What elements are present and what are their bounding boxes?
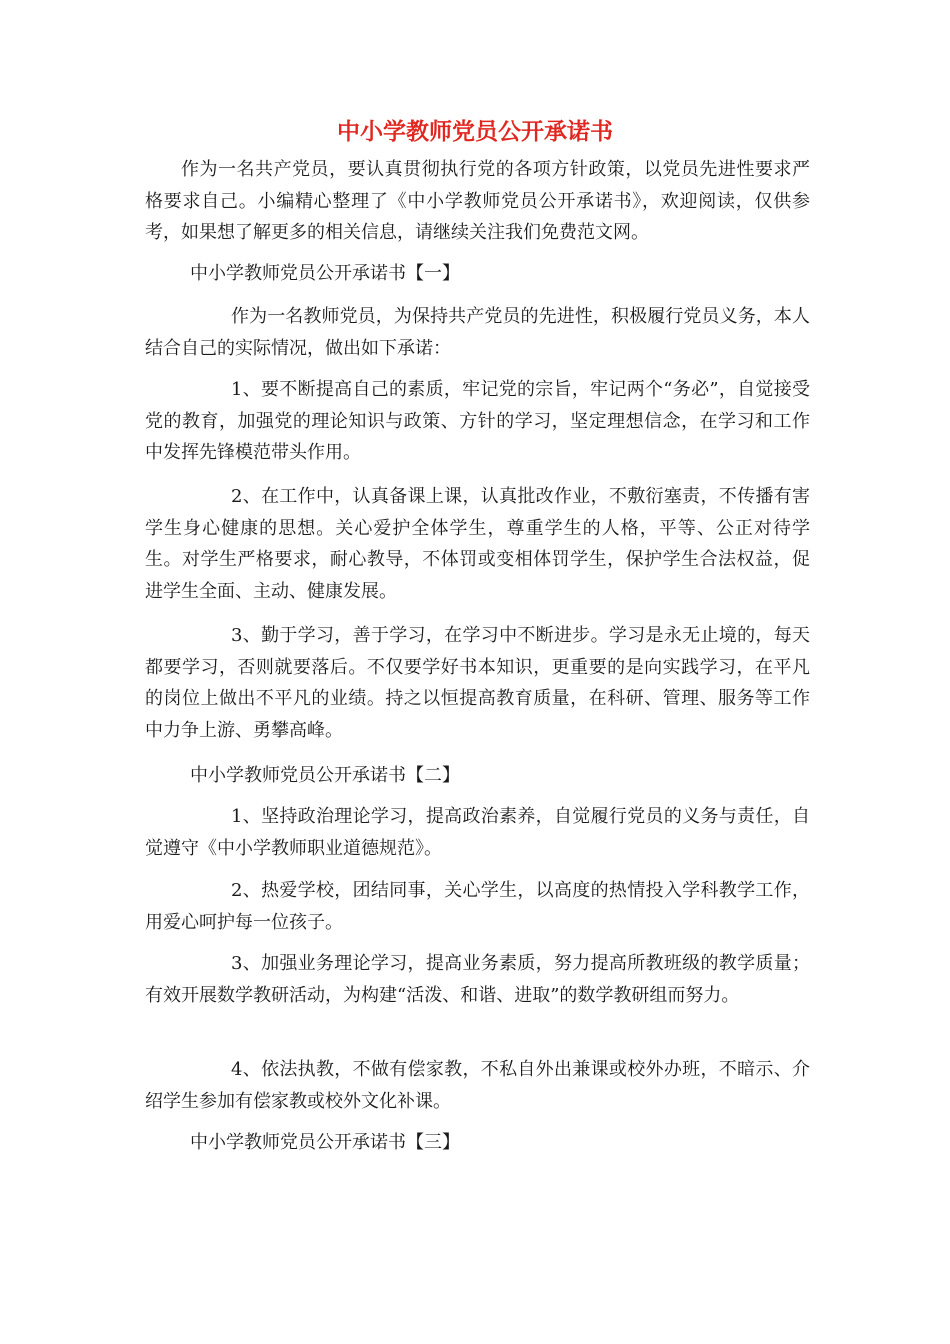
section2-item-2: 2、热爱学校，团结同事，关心学生，以高度的热情投入学科教学工作，用爱心呵护每一位孩子。: [145, 880, 810, 933]
intro-paragraph: 作为一名共产党员，要认真贯彻执行党的各项方针政策，以党员先进性要求严格要求自己。小编精心整理了《中小学教师党员公开承诺书》，欢迎阅读，仅供参考，如果想了解更多的相关信息，请继续关注我们免费范文网。: [145, 159, 810, 243]
section1-item-2: 2、在工作中，认真备课上课，认真批改作业，不敷衍塞责，不传播有害学生身心健康的思想。关心爱护全体学生，尊重学生的人格，平等、公正对待学生。对学生严格要求，耐心教导，不体罚或变相体罚学生，保护学生合法权益，促进学生全面、主动、健康发展。: [145, 486, 810, 602]
section1-lead-paragraph: 作为一名教师党员，为保持共产党员的先进性，积极履行党员义务，本人结合自己的实际情况，做出如下承诺：: [145, 306, 810, 359]
section2-item-3: 3、加强业务理论学习，提高业务素质，努力提高所教班级的教学质量；有效开展数学教研活动，为构建“活泼、和谐、进取”的数学教研组而努力。: [145, 953, 810, 1006]
section2-item-4: 4、依法执教，不做有偿家教，不私自外出兼课或校外办班，不暗示、介绍学生参加有偿家教或校外文化补课。: [145, 1059, 810, 1112]
section2-item-1: 1、坚持政治理论学习，提高政治素养，自觉履行党员的义务与责任，自觉遵守《中小学教师职业道德规范》。: [145, 806, 810, 859]
section1-item-1: 1、要不断提高自己的素质，牢记党的宗旨，牢记两个“务必”，自觉接受党的教育，加强党的理论知识与政策、方针的学习，坚定理想信念，在学习和工作中发挥先锋模范带头作用。: [145, 379, 810, 463]
section-heading-3: 中小学教师党员公开承诺书【三】: [190, 1132, 460, 1153]
section1-item-3: 3、勤于学习，善于学习，在学习中不断进步。学习是永无止境的，每天都要学习，否则就要落后。不仅要学好书本知识，更重要的是向实践学习，在平凡的岗位上做出不平凡的业绩。持之以恒提高教育质量，在科研、管理、服务等工作中力争上游、勇攀高峰。: [145, 625, 810, 741]
section-heading-2: 中小学教师党员公开承诺书【二】: [190, 765, 460, 786]
document-title: 中小学教师党员公开承诺书: [337, 119, 613, 145]
section-heading-1: 中小学教师党员公开承诺书【一】: [190, 263, 460, 284]
